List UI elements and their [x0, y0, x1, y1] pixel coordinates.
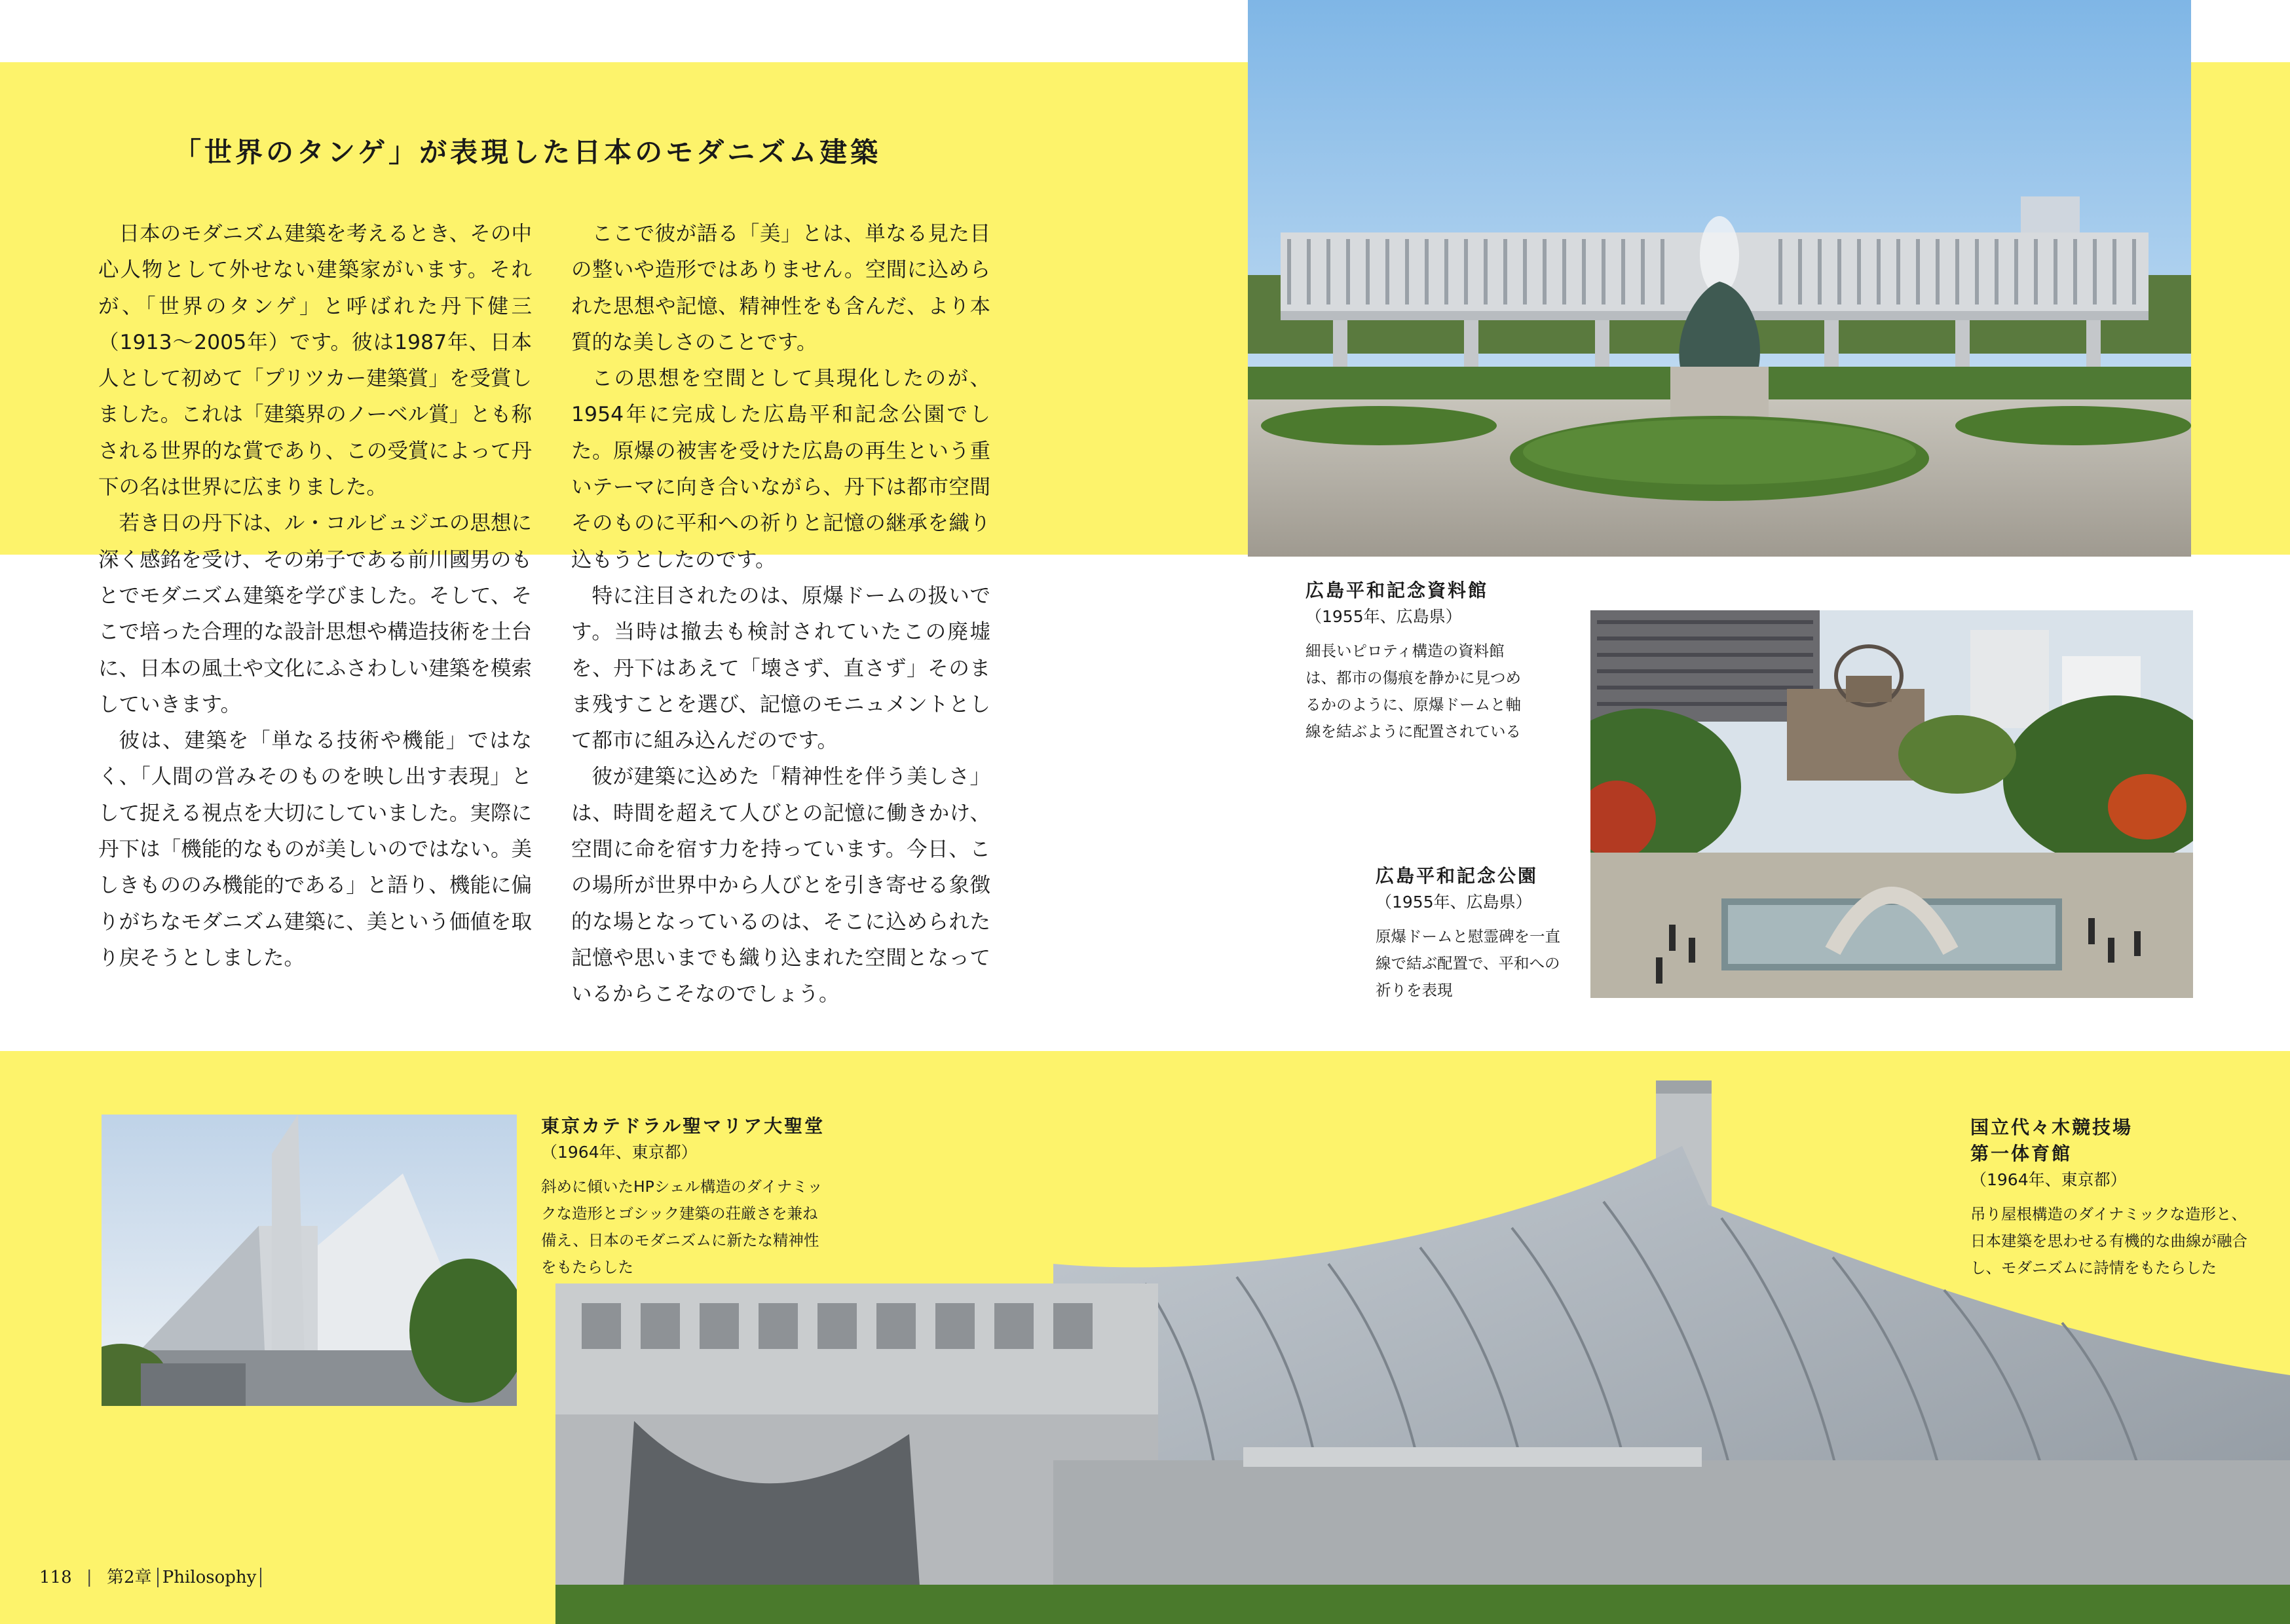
- museum-photo: [1248, 0, 2191, 557]
- caption-title: 広島平和記念公園: [1376, 865, 1539, 887]
- caption-title: 広島平和記念資料館: [1305, 580, 1489, 601]
- body-column-2: [571, 216, 990, 1013]
- caption-gymnasium: [1970, 1115, 2259, 1282]
- paragraph: 彼が建築に込めた「精神性を伴う美しさ」は、時間を超えて人びとの記憶に働きかけ、空間に命を宿す力を持っています。今日、この場所が世界中から人びとを引き寄せる象徴的な場となっているのは、そこに込められた記憶や思いまでも織り込まれた空間となっているからこそなのでしょう。: [571, 765, 990, 1006]
- paragraph: ここで彼が語る「美」とは、単なる見た目の整いや造形ではありません。空間に込められた思想や記憶、精神性をも含んだ、より本質的な美しさのことです。: [571, 222, 990, 354]
- chapter-label: 第2章: [106, 1568, 152, 1587]
- caption-year: （1955年、広島県）: [1376, 893, 1532, 912]
- caption-description: 原爆ドームと慰霊碑を一直線で結ぶ配置で、平和への祈りを表現: [1376, 927, 1560, 999]
- park-photo: [1590, 610, 2193, 998]
- caption-title: 国立代々木競技場: [1970, 1116, 2133, 1138]
- caption-description: 細長いピロティ構造の資料館は、都市の傷痕を静かに見つめるかのように、原爆ドームと軸線を結ぶように配置されている: [1305, 642, 1521, 741]
- caption-cathedral: [541, 1113, 829, 1281]
- cathedral-photo: [102, 1115, 517, 1406]
- paragraph: この思想を空間として具現化したのが、1954年に完成した広島平和記念公園でした。原爆の被害を受けた広島の再生という重いテーマに向き合いながら、丹下は都市空間そのものに平和への祈りと記憶の継承を織り込もうとしたのです。: [571, 367, 990, 572]
- caption-park: [1376, 863, 1566, 1004]
- footer-divider: |: [86, 1568, 92, 1587]
- page-footer: [39, 1564, 261, 1588]
- caption-title: 東京カテドラル聖マリア大聖堂: [541, 1115, 825, 1137]
- page-number: 118: [39, 1568, 72, 1587]
- yellow-band-top-right: [2191, 62, 2290, 555]
- section-label: Philosophy: [157, 1568, 262, 1587]
- paragraph: 若き日の丹下は、ル・コルビュジエの思想に深く感銘を受け、その弟子である前川國男のもとでモダニズム建築を学びました。そして、そこで培った合理的な設計思想や構造技術を土台に、日本の風土や文化にふさわしい建築を模索していきます。: [98, 511, 532, 716]
- article-title: 「世界のタンゲ」が表現した日本のモダニズム建築: [174, 136, 882, 168]
- body-column-1: [98, 216, 532, 976]
- caption-year: （1955年、広島県）: [1305, 607, 1462, 626]
- paragraph: 日本のモダニズム建築を考えるとき、その中心人物として外せない建築家がいます。それが、「世界のタンゲ」と呼ばれた丹下健三（1913〜2005年）です。彼は1987年、日本人として初めて「プリツカー建築賞」を受賞しました。これは「建築界のノーベル賞」とも称される世界的な賞であり、この受賞によって丹下の名は世界に広まりました。: [98, 222, 532, 500]
- paragraph: 特に注目されたのは、原爆ドームの扱いです。当時は撤去も検討されていたこの廃墟を、丹下はあえて「壊さず、直さず」そのまま残すことを選び、記憶のモニュメントとして都市に組み込んだのです。: [571, 583, 990, 753]
- caption-museum: [1305, 578, 1522, 745]
- caption-description: 吊り屋根構造のダイナミックな造形と、日本建築を思わせる有機的な曲線が融合し、モダニズムに詩情をもたらした: [1970, 1205, 2247, 1277]
- caption-year: （1964年、東京都）: [1970, 1170, 2127, 1189]
- caption-year: （1964年、東京都）: [541, 1143, 698, 1162]
- paragraph: 彼は、建築を「単なる技術や機能」ではなく、「人間の営みそのものを映し出す表現」として捉える視点を大切にしていました。実際に丹下は「機能的なものが美しいのではない。美しきもののみ機能的である」と語り、機能に偏りがちなモダニズム建築に、美という価値を取り戻そうとしました。: [98, 729, 532, 970]
- caption-description: 斜めに傾いたHPシェル構造のダイナミックな造形とゴシック建築の荘厳さを兼ね備え、日本のモダニズムに新たな精神性をもたらした: [541, 1177, 823, 1276]
- caption-title: 第一体育館: [1970, 1143, 2073, 1164]
